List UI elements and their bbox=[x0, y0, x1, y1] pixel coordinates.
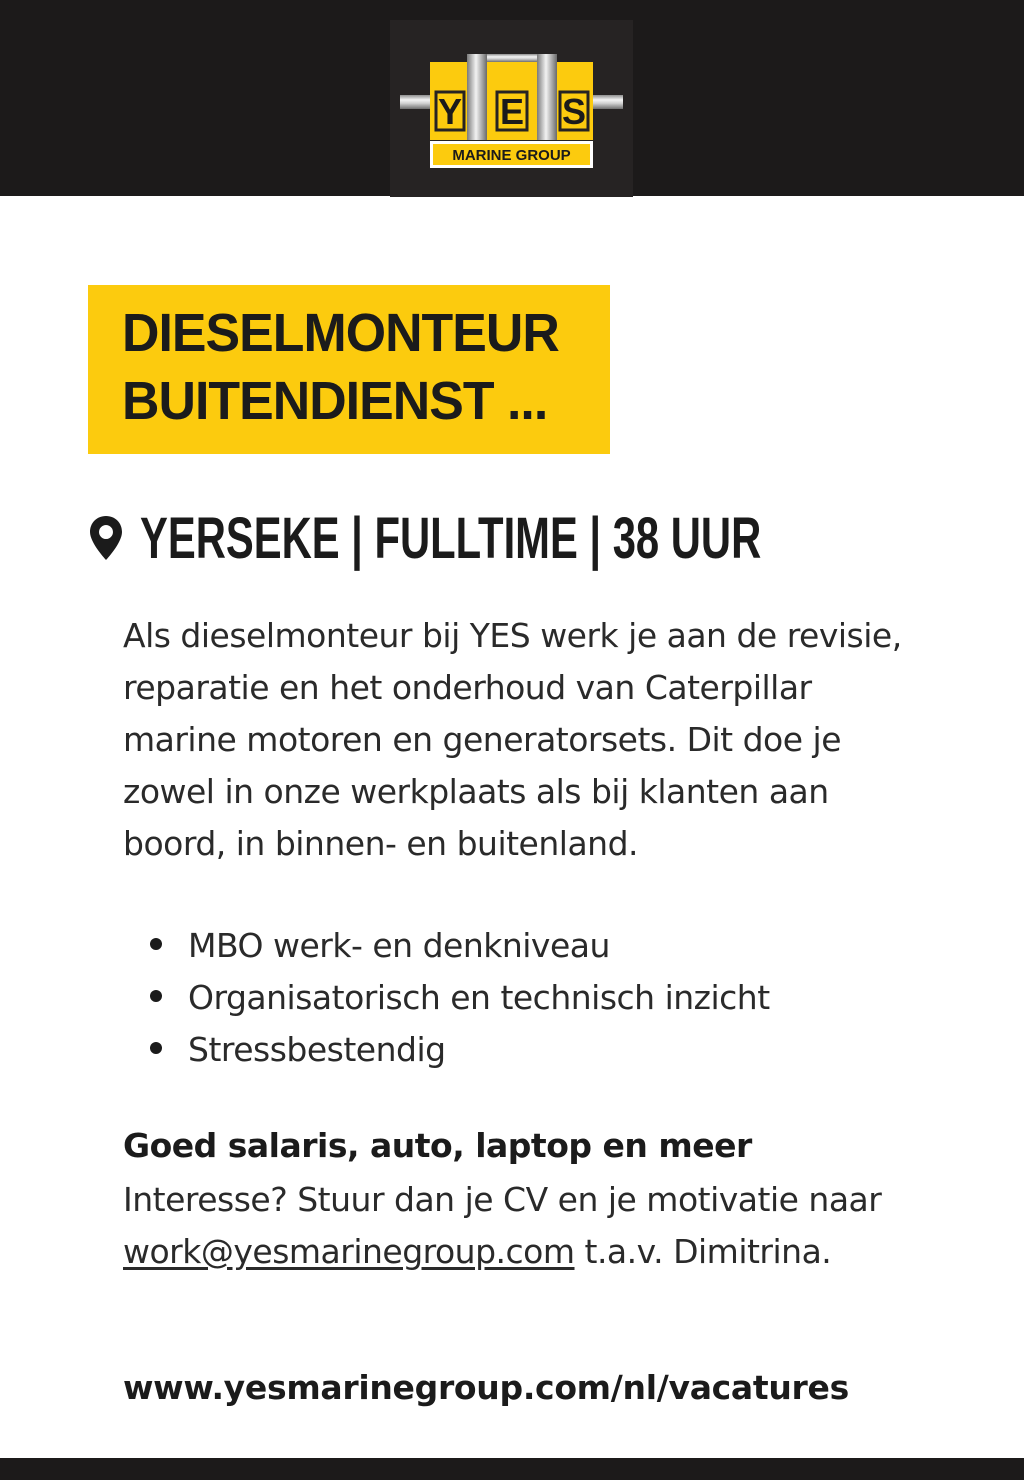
job-title-line2: BUITENDIENST ... bbox=[122, 371, 548, 431]
job-title-banner bbox=[88, 285, 610, 454]
bullet-icon bbox=[150, 990, 162, 1002]
requirements-list bbox=[150, 920, 770, 1076]
logo-letter-y: Y bbox=[437, 91, 463, 132]
job-description bbox=[123, 610, 943, 870]
logo-subtitle: MARINE GROUP bbox=[452, 147, 571, 164]
requirement-text: Stressbestendig bbox=[188, 1030, 446, 1069]
requirement-text: Organisatorisch en technisch inzicht bbox=[188, 978, 770, 1017]
job-info-row bbox=[88, 503, 1003, 573]
footer-bar bbox=[0, 1458, 1024, 1480]
contact-line-2 bbox=[123, 1226, 881, 1278]
description-line: Als dieselmonteur bij YES werk je aan de revisie, bbox=[123, 616, 902, 655]
logo-letter-s: S bbox=[561, 91, 587, 132]
requirement-text: MBO werk- en denkniveau bbox=[188, 926, 610, 965]
contact-line: Interesse? Stuur dan je CV en je motivatie naar bbox=[123, 1180, 882, 1219]
description-line: marine motoren en generatorsets. Dit doe je bbox=[123, 720, 842, 759]
job-info-text: YERSEKE | FULLTIME | 38 UUR bbox=[140, 505, 762, 571]
job-title-line1: DIESELMONTEUR bbox=[122, 303, 559, 363]
contact-info bbox=[123, 1174, 881, 1278]
bullet-icon bbox=[150, 938, 162, 950]
yes-marine-group-logo bbox=[390, 20, 633, 197]
requirement-item bbox=[150, 920, 770, 972]
requirement-item bbox=[150, 1024, 770, 1076]
location-pin-icon bbox=[88, 514, 124, 562]
bullet-icon bbox=[150, 1042, 162, 1054]
requirement-item bbox=[150, 972, 770, 1024]
contact-recipient: t.a.v. Dimitrina. bbox=[574, 1232, 832, 1271]
description-line: zowel in onze werkplaats als bij klanten aan bbox=[123, 772, 829, 811]
company-logo bbox=[390, 20, 633, 197]
logo-letter-e: E bbox=[499, 91, 525, 132]
description-line: reparatie en het onderhoud van Caterpillar bbox=[123, 668, 812, 707]
description-line: boord, in binnen- en buitenland. bbox=[123, 824, 639, 863]
email-link[interactable]: work@yesmarinegroup.com bbox=[123, 1232, 575, 1271]
benefits-heading: Goed salaris, auto, laptop en meer bbox=[123, 1126, 752, 1165]
website-link[interactable]: www.yesmarinegroup.com/nl/vacatures bbox=[123, 1368, 849, 1407]
